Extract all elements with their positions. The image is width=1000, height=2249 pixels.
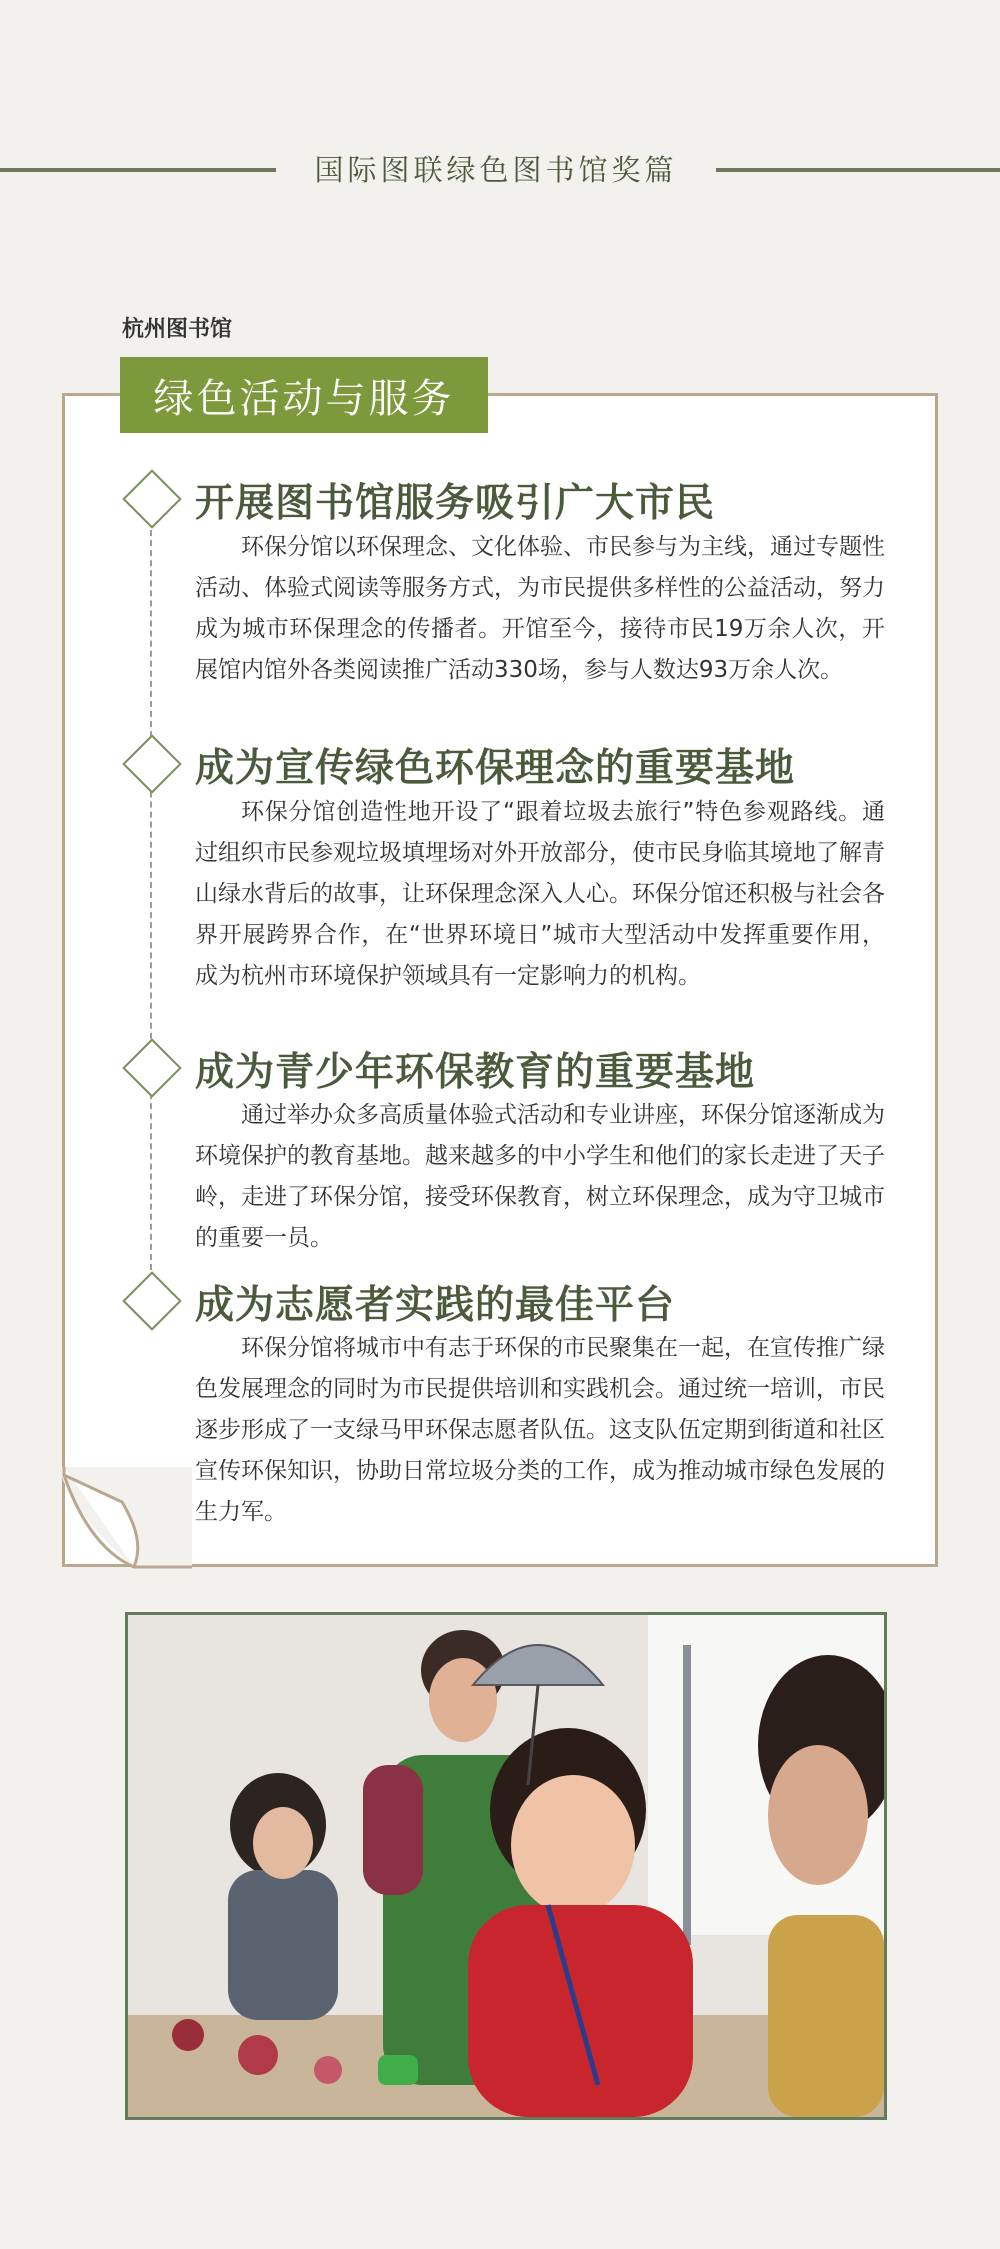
item-title: 成为宣传绿色环保理念的重要基地	[195, 746, 796, 791]
item-body: 环保分馆以环保理念、文化体验、市民参与为主线，通过专题性活动、体验式阅读等服务方式，为市民提供多样性的公益活动，努力成为城市环保理念的传播者。开馆至今，接待市民19万余人次，开展馆内馆外各类阅读推广活动330场，参与人数达93万余人次。	[195, 534, 885, 683]
item-body: 环保分馆将城市中有志于环保的市民聚集在一起，在宣传推广绿色发展理念的同时为市民提供培训和实践机会。通过统一培训，市民逐步形成了一支绿马甲环保志愿者队伍。这支队伍定期到街道和社区宣传环保知识，协助日常垃圾分类的工作，成为推动城市绿色发展的生力军。	[195, 1335, 885, 1525]
item-title: 成为志愿者实践的最佳平台	[195, 1283, 676, 1328]
page-curl-corner	[62, 1467, 192, 1570]
item-body: 通过举办众多高质量体验式活动和专业讲座，环保分馆逐渐成为环境保护的教育基地。越来越多的中小学生和他们的家长走进了天子岭，走进了环保分馆，接受环保教育，树立环保理念，成为守卫城市的重要一员。	[195, 1102, 885, 1251]
header-rule-left	[0, 168, 276, 172]
activity-photo-illustration	[128, 1615, 884, 2117]
item-title: 成为青少年环保教育的重要基地	[195, 1050, 756, 1095]
activity-photo	[125, 1612, 887, 2120]
organization-name: 杭州图书馆	[122, 317, 233, 342]
header-rule-right	[716, 168, 1000, 172]
timeline-dashed-line	[150, 520, 152, 1270]
item-title: 开展图书馆服务吸引广大市民	[195, 481, 716, 526]
section-tag: 绿色活动与服务	[120, 357, 488, 433]
item-body: 环保分馆创造性地开设了“跟着垃圾去旅行”特色参观路线。通过组织市民参观垃圾填埋场对外开放部分，使市民身临其境地了解青山绿水背后的故事，让环保理念深入人心。环保分馆还积极与社会各界开展跨界合作，在“世界环境日”城市大型活动中发挥重要作用，成为杭州市环境保护领域具有一定影响力的机构。	[195, 799, 885, 989]
page-header-title: 国际图联绿色图书馆奖篇	[314, 153, 678, 187]
